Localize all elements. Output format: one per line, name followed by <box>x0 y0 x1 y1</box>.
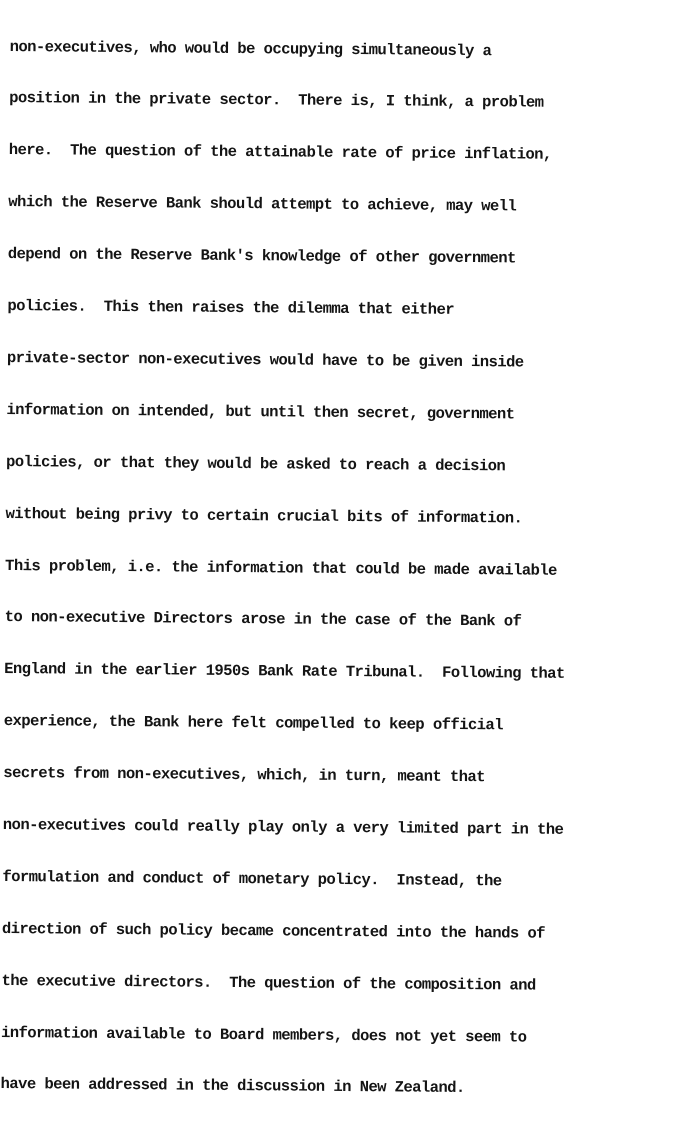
text-line: information on intended, but until then secret, government <box>6 400 515 424</box>
text-line: without being privy to certain crucial bits of information. <box>5 504 523 528</box>
text-line: non-executives, who would be occupying simultaneously a <box>9 37 492 60</box>
text-line: policies, or that they would be asked to reach a decision <box>5 452 506 476</box>
body-paragraph <box>0 4 570 1133</box>
text-line: policies. This then raises the dilemma that either <box>7 297 455 319</box>
text-line: experience, the Bank here felt compelled to keep official <box>3 712 504 735</box>
text-line: private-sector non-executives would have to be given inside <box>6 348 524 372</box>
text-line: formulation and conduct of monetary policy. Instead, the <box>2 867 502 891</box>
text-line: have been addressed in the discussion in New Zealand. <box>0 1075 465 1098</box>
text-line: secrets from non-executives, which, in turn, meant that <box>3 764 486 787</box>
text-line: which the Reserve Bank should attempt to achieve, may well <box>8 193 517 216</box>
text-line: direction of such policy became concentrated into the hands of <box>1 919 545 943</box>
text-line: non-executives could really play only a very limited part in the <box>2 815 564 839</box>
text-line: This problem, i.e. the information that could be made available <box>5 556 557 580</box>
text-line: England in the earlier 1950s Bank Rate Tribunal. Following that <box>4 660 565 684</box>
text-line: to non-executive Directors arose in the case of the Bank of <box>4 608 522 631</box>
text-line: depend on the Reserve Bank's knowledge of other government <box>7 245 516 268</box>
text-line: position in the private sector. There is, I think, a problem <box>9 89 544 113</box>
text-line: the executive directors. The question of the composition and <box>1 971 536 995</box>
text-line: information available to Board members, does not yet seem to <box>0 1023 527 1047</box>
text-line: here. The question of the attainable rate of price inflation, <box>8 141 552 165</box>
